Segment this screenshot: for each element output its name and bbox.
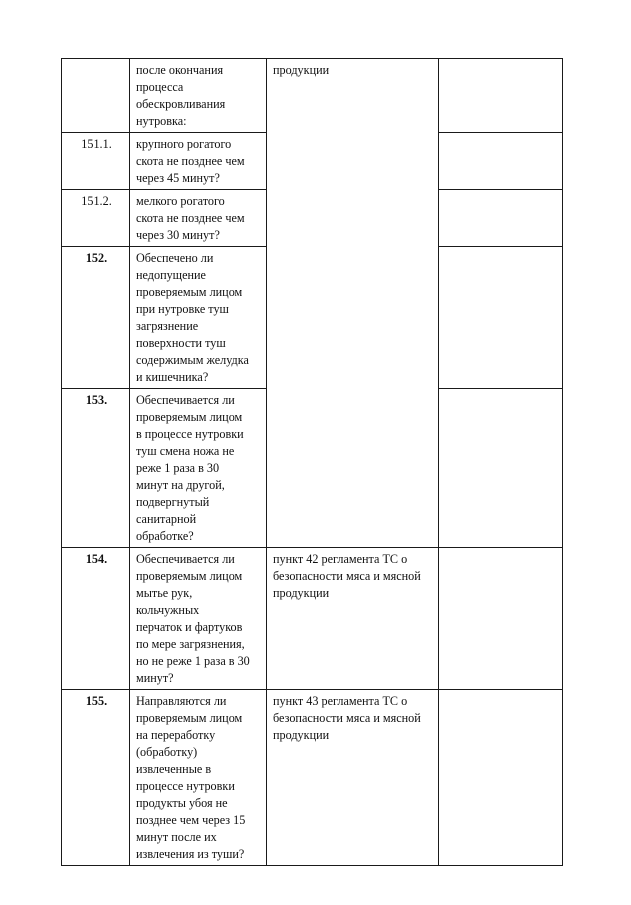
note-cell	[439, 133, 563, 190]
note-cell	[439, 548, 563, 690]
question-cell	[130, 690, 267, 866]
note-cell	[439, 190, 563, 247]
table-row	[62, 59, 563, 133]
question-text: крупного рогатого скота не позднее чем через 45 минут?	[136, 137, 245, 185]
question-text: Обеспечено ли недопущение проверяемым лицом при нутровке туш загрязнение поверхности туш содержимым желудка и кишечника?	[136, 251, 249, 384]
legal-reference-text: продукции	[273, 63, 330, 77]
note-cell	[439, 247, 563, 389]
row-number: 151.1.	[81, 137, 112, 151]
note-cell	[439, 690, 563, 866]
row-number: 152.	[85, 251, 108, 265]
row-number-cell	[62, 548, 130, 690]
legal-reference-text: пункт 42 регламента ТС о безопасности мяса и мясной продукции	[273, 552, 421, 600]
row-number-cell	[62, 389, 130, 548]
table-row	[62, 548, 563, 690]
question-cell	[130, 389, 267, 548]
row-number: 151.2.	[81, 194, 112, 208]
question-cell	[130, 190, 267, 247]
question-cell	[130, 133, 267, 190]
row-number: 154.	[85, 552, 108, 566]
row-number-cell	[62, 190, 130, 247]
legal-reference-cell	[267, 59, 439, 548]
row-number: 153.	[85, 393, 108, 407]
row-number: 155.	[85, 694, 108, 708]
row-number-cell	[62, 59, 130, 133]
question-cell	[130, 247, 267, 389]
question-text: Обеспечивается ли проверяемым лицом в процессе нутровки туш смена ножа не реже 1 раза в 30 минут на другой, подвергнутый санитарной обработке?	[136, 393, 244, 543]
question-text: после окончания процесса обескровливания нутровка:	[136, 63, 226, 128]
question-text: Направляются ли проверяемым лицом на переработку (обработку) извлеченные в процессе нутровки продукты убоя не позднее чем через 15 минут после их извлечения из туши?	[136, 694, 246, 861]
note-cell	[439, 389, 563, 548]
checklist-table	[61, 58, 563, 866]
question-cell	[130, 59, 267, 133]
question-text: Обеспечивается ли проверяемым лицом мытье рук, кольчужных перчаток и фартуков по мере загрязнения, но не реже 1 раза в 30 минут?	[136, 552, 250, 685]
row-number-cell	[62, 247, 130, 389]
legal-reference-text: пункт 43 регламента ТС о безопасности мяса и мясной продукции	[273, 694, 421, 742]
question-cell	[130, 548, 267, 690]
row-number-cell	[62, 690, 130, 866]
legal-reference-cell	[267, 548, 439, 690]
legal-reference-cell	[267, 690, 439, 866]
note-cell	[439, 59, 563, 133]
table-row	[62, 690, 563, 866]
question-text: мелкого рогатого скота не позднее чем через 30 минут?	[136, 194, 245, 242]
row-number-cell	[62, 133, 130, 190]
